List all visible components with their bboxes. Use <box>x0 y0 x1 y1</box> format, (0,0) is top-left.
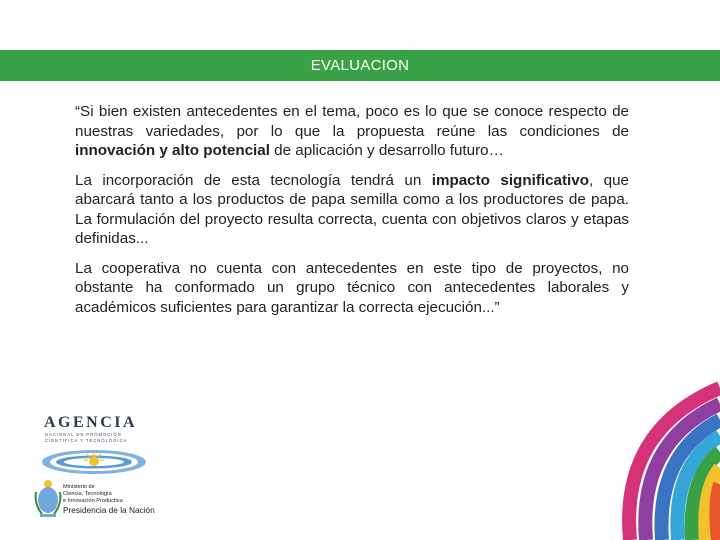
page-title: EVALUACION <box>310 57 410 74</box>
national-coat-of-arms-icon <box>34 478 62 518</box>
paragraph-1-text-b: de aplicación y desarrollo futuro… <box>269 142 504 159</box>
paragraph-1-text-a: “Si bien existen antecedentes en el tema, poco es lo que se conoce respecto de nuestras variedades, por lo que la propuesta reúne las condiciones de <box>75 103 629 140</box>
header-bar <box>0 50 720 81</box>
rainbow-decoration-icon <box>560 370 720 540</box>
paragraph-3: La cooperativa no cuenta con antecedentes en este tipo de proyectos, no obstante ha conformado un grupo técnico con antecedentes laborales y académicos suficientes para garantizar la correcta ejecución...” <box>75 259 629 316</box>
paragraph-2-text-a: La incorporación de esta tecnología tendrá un <box>75 171 432 189</box>
paragraph-2-bold: impacto significativo <box>431 171 590 189</box>
agencia-logo-name: AGENCIA <box>44 414 138 431</box>
presidencia-label: Presidencia de la Nación <box>63 505 155 515</box>
agencia-subtitle-line-1: NACIONAL DE PROMOCIÓN <box>45 432 122 437</box>
ministerio-logo-text <box>63 484 163 514</box>
ministerio-line-3: e Innovación Productiva <box>63 498 123 504</box>
agencia-emblem-icon <box>40 448 148 476</box>
ministerio-line-1: Ministerio de <box>63 484 95 490</box>
agencia-subtitle-line-2: CIENTÍFICA Y TECNOLÓGICA <box>45 438 128 443</box>
paragraph-1-bold: innovación y alto potencial <box>75 142 270 159</box>
paragraph-2-text-b: , que abarcará tanto a los productos de papa semilla como a los productores de papa. La formulación del proyecto resulta correcta, cuenta con objetivos claros y etapas definidas... <box>75 171 630 247</box>
ministerio-line-2: Ciencia, Tecnología <box>63 491 112 497</box>
evaluation-text <box>75 102 629 327</box>
paragraph-1 <box>75 102 629 161</box>
paragraph-2 <box>75 171 629 249</box>
agencia-logo-subtitle <box>45 432 155 444</box>
